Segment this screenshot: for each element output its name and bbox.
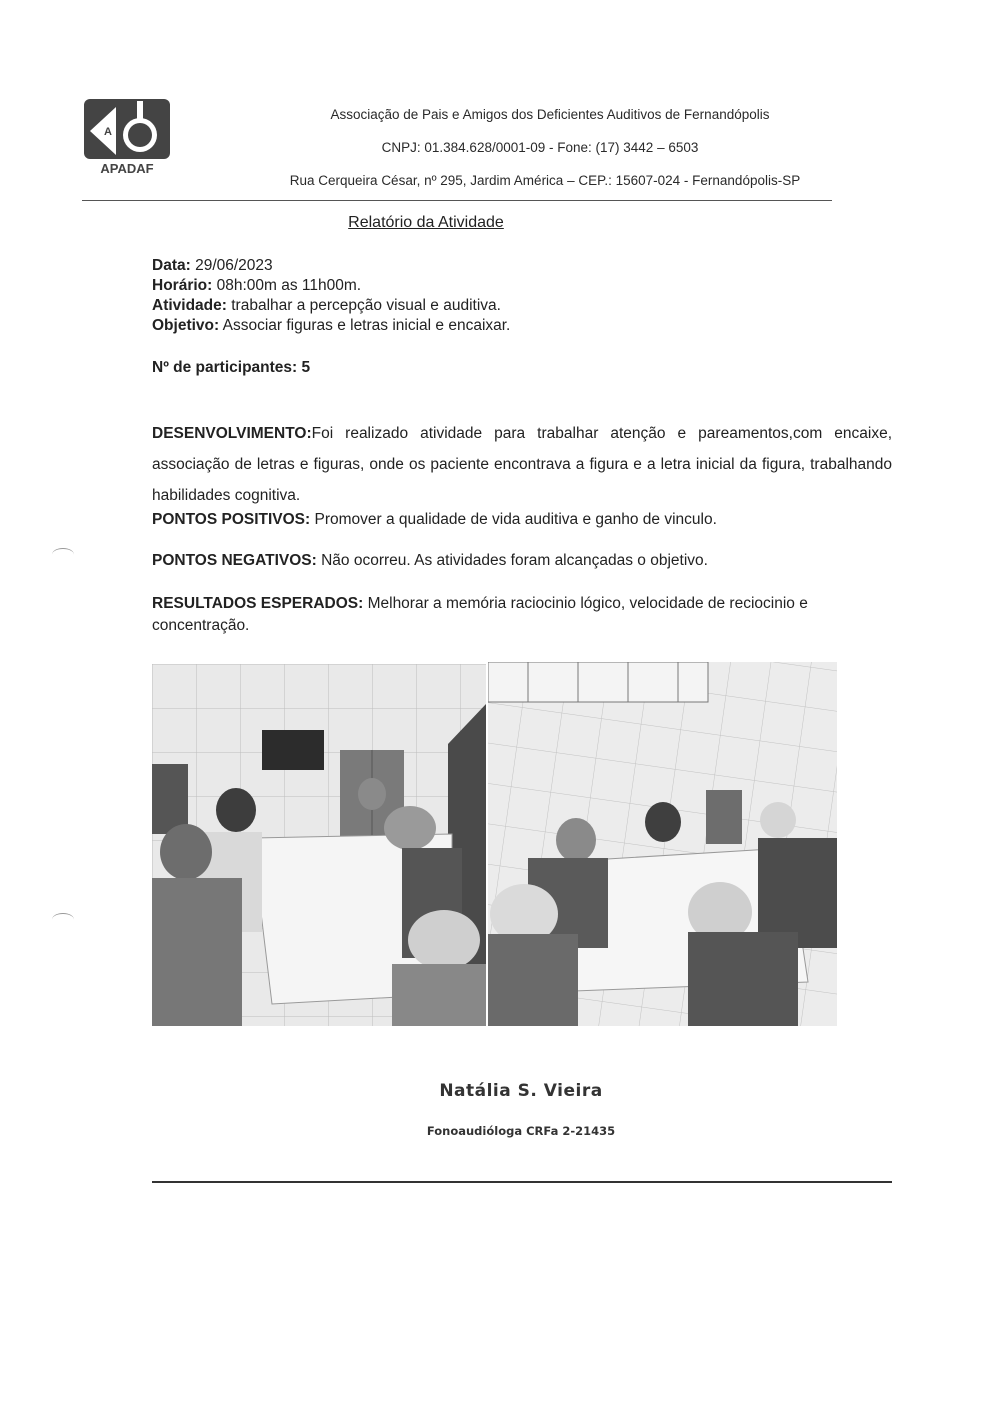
negative-label: PONTOS NEGATIVOS: [152,552,317,569]
development-section [152,418,892,511]
activity-label: Atividade: [152,297,227,314]
signature-name: Natália S. Vieira [439,1081,603,1101]
time-line [152,276,361,296]
time-label: Horário: [152,277,213,294]
punch-hole-mark [52,913,74,926]
objective-value: Associar figuras e letras inicial e encaixar. [219,317,511,334]
punch-hole-mark [52,548,74,561]
positive-text: Promover a qualidade de vida auditiva e ganho de vinculo. [310,511,717,528]
activity-photo-1 [152,664,486,1026]
cnpj-phone: CNPJ: 01.384.628/0001-09 - Fone: (17) 3442 – 6503 [381,140,699,155]
results-label: RESULTADOS ESPERADOS: [152,595,364,612]
date-line [152,256,273,276]
organization-name: Associação de Pais e Amigos dos Deficientes Auditivos de Fernandópolis [330,107,770,122]
negative-points-section [152,551,892,571]
objective-line [152,316,510,336]
time-value: 08h:00m as 11h00m. [212,277,362,294]
svg-text:APADAF: APADAF [100,161,154,176]
report-title: Relatório da Atividade [348,214,504,231]
apadaf-logo [82,97,172,177]
svg-text:A: A [104,126,112,138]
activity-line [152,296,501,316]
development-text: Foi realizado atividade para trabalhar atenção e pareamentos,com encaixe, associação de letras e figuras, onde os paciente encontrava a figura e a letra inicial da figura, trabalhando habilidades cognitiva. [152,425,892,504]
participants-count: Nº de participantes: 5 [152,359,311,376]
results-text: Melhorar a memória raciocinio lógico, velocidade de reciocinio e concentração. [152,595,808,634]
expected-results-section [152,593,892,637]
header-divider [82,200,832,201]
negative-text: Não ocorreu. As atividades foram alcançadas o objetivo. [316,552,708,569]
objective-label: Objetivo: [152,317,220,334]
address: Rua Cerqueira César, nº 295, Jardim América – CEP.: 15607-024 - Fernandópolis-SP [289,173,801,188]
activity-value: trabalhar a percepção visual e auditiva. [226,297,501,314]
development-label: DESENVOLVIMENTO: [152,425,312,442]
positive-label: PONTOS POSITIVOS: [152,511,311,528]
signature-line [152,1181,892,1183]
date-label: Data: [152,257,191,274]
signature-role: Fonoaudióloga CRFa 2-21435 [426,1124,616,1138]
date-value: 29/06/2023 [190,257,273,274]
activity-photo-2 [488,662,837,1026]
positive-points-section [152,510,892,530]
